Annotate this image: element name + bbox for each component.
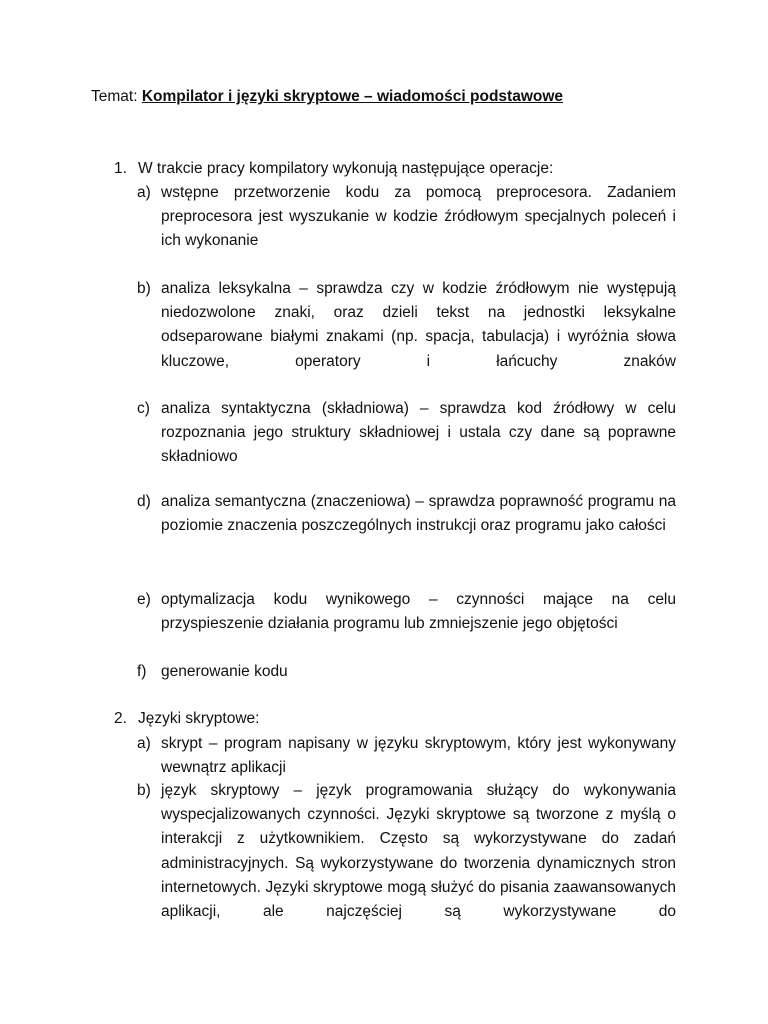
section-2-heading: Języki skryptowe:: [138, 710, 260, 727]
section-1-item-b-text: analiza leksykalna – sprawdza czy w kodzie źródłowym nie występują niedozwolone znaki, oraz dzieli tekst na jednostki leksykalne odseparowane białymi znakami (np. spacja, tabulacja) i wyróżnia słowa kluczowe, operatory i łańcuchy znaków: [161, 280, 676, 370]
section-2-item-b-letter: b): [137, 782, 151, 799]
section-1-heading: W trakcie pracy kompilatory wykonują następujące operacje:: [138, 160, 554, 177]
section-1-item-e-letter: e): [137, 591, 151, 608]
topic-title: Kompilator i języki skryptowe – wiadomości podstawowe: [141, 88, 564, 105]
section-2-item-a-letter: a): [137, 735, 151, 752]
section-1-item-f-text: generowanie kodu: [161, 663, 288, 680]
section-1-item-d-text: analiza semantyczna (znaczeniowa) – sprawdza poprawność programu na poziomie znaczenia poszczególnych instrukcji oraz programu jako całości: [161, 493, 676, 535]
section-2-number: 2.: [114, 710, 127, 727]
section-1-item-b-letter: b): [137, 280, 151, 297]
section-1-item-f-letter: f): [137, 663, 147, 680]
section-1-number: 1.: [114, 160, 127, 177]
section-1-item-c-letter: c): [137, 400, 150, 417]
topic-line: [91, 87, 563, 107]
section-2-item-b-text: język skryptowy – język programowania służący do wykonywania wyspecjalizowanych czynności. Języki skryptowe są tworzone z myślą o interakcji z użytkownikiem. Często są wykorzystywane do zadań administracyjnych. Są wykorzystywane do tworzenia dynamicznych stron internetowych. Języki skryptowe mogą służyć do pisania zaawansowanych aplikacji, ale najczęściej są wykorzystywane do: [161, 782, 676, 921]
section-1-item-d-letter: d): [137, 493, 151, 510]
section-1-item-e-text: optymalizacja kodu wynikowego – czynności mające na celu przyspieszenie działania programu lub zmniejszenie jego objętości: [161, 591, 676, 633]
section-1-item-c-text: analiza syntaktyczna (składniowa) – sprawdza kod źródłowy w celu rozpoznania jego struktury składniowej i ustala czy dane są poprawne składniowo: [161, 400, 676, 466]
section-2-item-a-text: skrypt – program napisany w języku skryptowym, który jest wykonywany wewnątrz aplikacji: [161, 735, 676, 777]
topic-label: Temat:: [91, 88, 138, 105]
section-1-item-a-letter: a): [137, 184, 151, 201]
section-1-item-a-text: wstępne przetworzenie kodu za pomocą preprocesora. Zadaniem preprocesora jest wyszukanie w kodzie źródłowym specjalnych poleceń i ich wykonanie: [161, 184, 676, 250]
